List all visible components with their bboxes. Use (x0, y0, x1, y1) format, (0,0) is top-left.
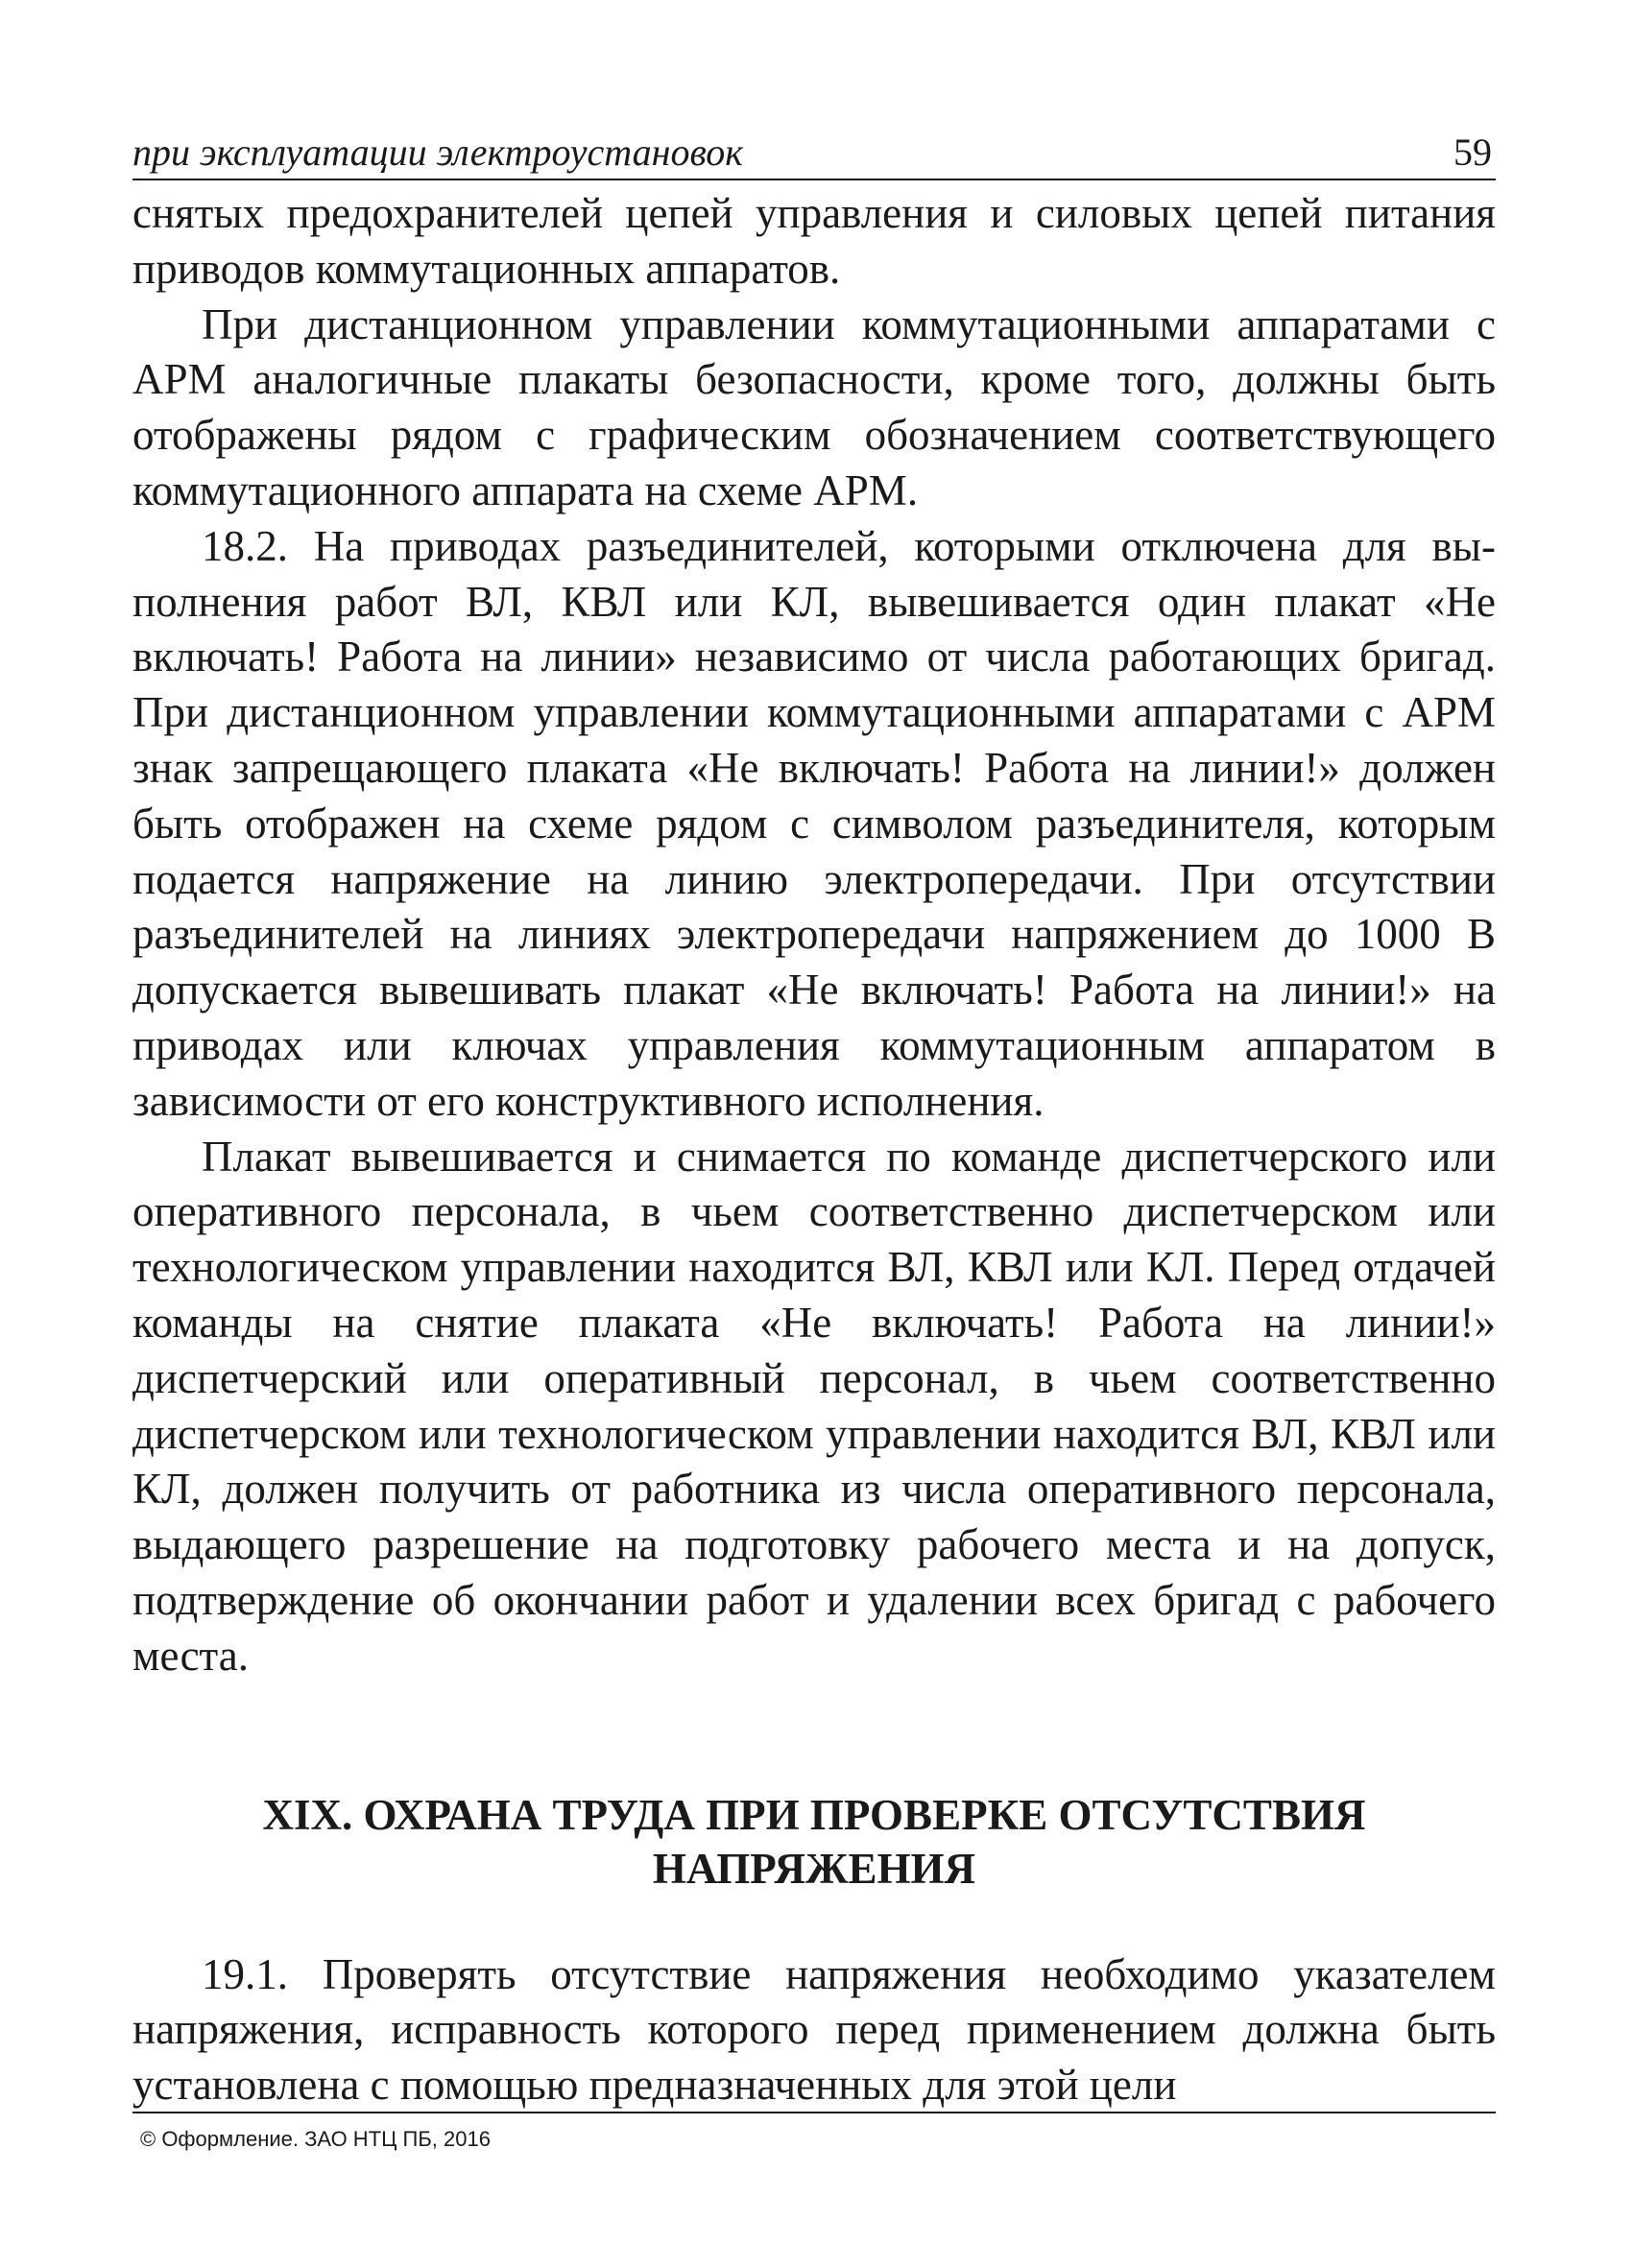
page-footer (132, 2112, 1496, 2152)
paragraph-19-1: 19.1. Проверять отсутствие напряжения необходимо указателем напряжения, исправность которого перед применением должна быть установлена с помощью предназначенных для этой цели (132, 1949, 1496, 2110)
running-title: при эксплуатации электроустановок (132, 131, 743, 174)
section-heading-line-2: НАПРЯЖЕНИЯ (652, 1844, 976, 1893)
copyright-notice: © Оформление. ЗАО НТЦ ПБ, 2016 (140, 2127, 491, 2151)
paragraph-arm-display: При дистанционном управлении коммутационными аппаратами с АРМ аналогичные плакаты безопасности, кроме того, должны быть отображены рядом с графическим обозначением соответствующего коммутационного аппарата на схеме АРМ. (132, 299, 1496, 514)
running-header (132, 123, 1496, 180)
document-body (132, 186, 1496, 2113)
page-number: 59 (1453, 131, 1492, 174)
paragraph-18-2: 18.2. На приводах разъединителей, которыми отключена для выполнения работ ВЛ, КВЛ или КЛ, вывешивается один плакат «Не включать! Работа на линии» независимо от числа работающих бригад. При дистанционном управлении коммутационными аппаратами с АРМ знак запрещающего плаката «Не включать! Работа на линии!» должен быть отображен на схеме рядом с символом разъединителя, которым подается напряжение на линию электропередачи. При отсутствии разъединителей на линиях электропередачи напряжением до 1000 В допускается вывешивать плакат «Не включать! Работа на линии!» на приводах или ключах управления коммутационным аппаратом в зависимости от его конструктивного исполнения. (132, 521, 1496, 1125)
paragraph-continuation: снятых предохранителей цепей управления и силовых цепей питания приводов коммутационных аппаратов. (132, 189, 1496, 293)
section-heading-line-1: XIX. ОХРАНА ТРУДА ПРИ ПРОВЕРКЕ ОТСУТСТВИЯ (262, 1790, 1366, 1839)
section-heading (132, 1788, 1496, 1896)
document-page (132, 123, 1496, 2138)
paragraph-poster-removal: Плакат вывешивается и снимается по команде диспетчерского или оперативного персонала, в чьем соответственно диспетчерском или технологическом управлении находится ВЛ, КВЛ или КЛ. Перед отдачей команды на снятие плаката «Не включать! Работа на линии!» диспетчерский или оперативный персонал, в чьем соответственно диспетчерском или технологическом управлении находится ВЛ, КВЛ или КЛ, должен получить от работника из числа оперативного персонала, выдающего разрешение на подготовку рабочего места и на допуск, подтверждение об окончании работ и удалении всех бригад с рабочего места. (132, 1132, 1496, 1680)
